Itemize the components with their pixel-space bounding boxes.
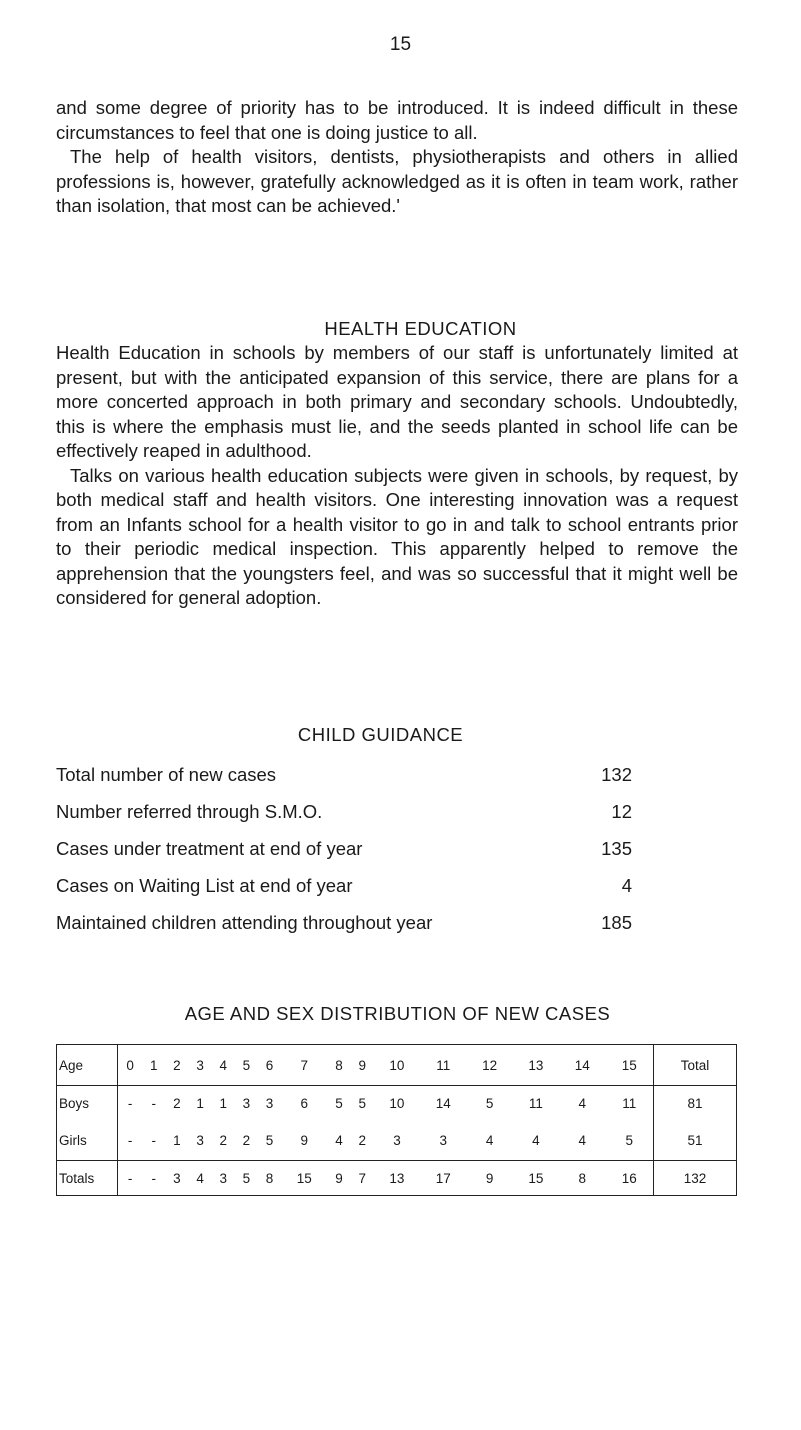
paragraph: Talks on various health education subjects were given in schools, by request, by both medical staff and health visitors. One interesting innovation was a request from an Infants school for a health visitor to go in and talk to school entrants prior to their periodic medical inspection. This apparently helped to remove the apprehension that the youngsters feel, and was so successful that it might well be considered for general adoption. bbox=[56, 464, 738, 608]
header-cell: 0 bbox=[118, 1045, 143, 1086]
table-cell: 1 bbox=[165, 1120, 188, 1161]
header-cell: 9 bbox=[351, 1045, 374, 1086]
paragraph: Health Education in schools by members of our staff is unfortunately limited at present, but with the anticipated expansion of this service, there are plans for a more concerted approach in both primary and secondary schools. Undoubtedly, this is where the emphasis must lie, and the seeds planted in school life can be effectively reaped in adulthood. bbox=[56, 342, 738, 461]
table-cell: 9 bbox=[485, 1170, 494, 1186]
header-cell: 4 bbox=[212, 1045, 235, 1086]
table-cell: - bbox=[151, 1170, 157, 1186]
table-cell: 3 bbox=[374, 1120, 420, 1161]
guidance-label: Number referred through S.M.O. bbox=[56, 801, 323, 822]
total-cell: 51 bbox=[654, 1120, 737, 1161]
guidance-row bbox=[56, 910, 632, 947]
header-cell: 13 bbox=[513, 1045, 559, 1086]
header-cell: 12 bbox=[466, 1045, 512, 1086]
table-cell: 5 bbox=[258, 1120, 281, 1161]
header-cell: 3 bbox=[189, 1045, 212, 1086]
header-cell: 5 bbox=[235, 1045, 258, 1086]
health-education-text bbox=[56, 341, 738, 611]
row-label: Girls bbox=[57, 1120, 118, 1161]
age-sex-table bbox=[56, 1044, 737, 1196]
header-cell: 8 bbox=[327, 1045, 350, 1086]
header-cell: Age bbox=[57, 1045, 118, 1086]
table-cell: 5 bbox=[242, 1170, 251, 1186]
guidance-value: 12 bbox=[611, 801, 632, 822]
table-cell: - bbox=[142, 1120, 165, 1161]
header-cell: 1 bbox=[142, 1045, 165, 1086]
table-cell: 4 bbox=[513, 1120, 559, 1161]
guidance-label: Total number of new cases bbox=[56, 764, 277, 785]
guidance-label: Cases on Waiting List at end of year bbox=[56, 875, 353, 896]
row-label: Totals bbox=[57, 1161, 118, 1196]
table-cell: 1 bbox=[219, 1095, 227, 1111]
table-row bbox=[57, 1120, 737, 1161]
table-cell: 5 bbox=[335, 1095, 343, 1111]
table-cell: 3 bbox=[265, 1095, 274, 1111]
table-cell: 6 bbox=[300, 1095, 309, 1111]
guidance-value: 132 bbox=[601, 764, 632, 785]
intro-text bbox=[56, 96, 738, 219]
child-guidance-heading: CHILD GUIDANCE bbox=[297, 724, 464, 745]
table-cell: 16 bbox=[621, 1170, 637, 1186]
table-cell: 8 bbox=[265, 1170, 274, 1186]
guidance-label: Cases under treatment at end of year bbox=[56, 838, 363, 859]
guidance-value: 4 bbox=[621, 875, 632, 896]
guidance-row bbox=[56, 799, 632, 836]
paragraph: The help of health visitors, dentists, physiotherapists and others in allied professions is, however, gratefully acknowledged as it is often in team work, rather than isolation, that most can be achieved.' bbox=[56, 146, 738, 216]
table-cell: - bbox=[118, 1120, 143, 1161]
table-cell: 2 bbox=[212, 1120, 235, 1161]
table-cell: - bbox=[151, 1095, 157, 1111]
table-cell: 15 bbox=[528, 1170, 544, 1186]
table-cell: 1 bbox=[196, 1095, 204, 1111]
guidance-value: 135 bbox=[601, 838, 632, 859]
page-number: 15 bbox=[389, 34, 412, 55]
table-cell: 14 bbox=[435, 1095, 451, 1111]
table-header-row bbox=[57, 1045, 737, 1086]
child-guidance-list bbox=[56, 762, 632, 947]
table-cell: 9 bbox=[281, 1120, 327, 1161]
table-cell: 11 bbox=[528, 1095, 543, 1111]
header-cell: 14 bbox=[559, 1045, 605, 1086]
table-cell: 3 bbox=[189, 1120, 212, 1161]
table-cell: 9 bbox=[335, 1170, 343, 1186]
table-cell: 4 bbox=[578, 1095, 587, 1111]
header-cell: 10 bbox=[374, 1045, 420, 1086]
table-cell: - bbox=[127, 1095, 133, 1111]
table-cell: 17 bbox=[435, 1170, 451, 1186]
table-row bbox=[57, 1086, 737, 1121]
total-cell: 132 bbox=[654, 1161, 737, 1196]
table-cell: 8 bbox=[578, 1170, 587, 1186]
header-cell: 6 bbox=[258, 1045, 281, 1086]
table-cell: 3 bbox=[420, 1120, 466, 1161]
health-education-heading: HEALTH EDUCATION bbox=[324, 318, 517, 339]
table-cell: - bbox=[127, 1170, 133, 1186]
age-sex-heading: AGE AND SEX DISTRIBUTION OF NEW CASES bbox=[184, 1003, 611, 1024]
table-cell: 4 bbox=[466, 1120, 512, 1161]
guidance-row bbox=[56, 762, 632, 799]
table-cell: 5 bbox=[605, 1120, 653, 1161]
table-row bbox=[57, 1161, 737, 1196]
header-cell: 7 bbox=[281, 1045, 327, 1086]
header-cell: 11 bbox=[420, 1045, 466, 1086]
header-cell: 15 bbox=[605, 1045, 653, 1086]
total-cell: 81 bbox=[654, 1086, 737, 1121]
table-cell: 2 bbox=[173, 1095, 181, 1111]
table-cell: 7 bbox=[358, 1170, 366, 1186]
table-cell: 11 bbox=[622, 1095, 637, 1111]
header-cell: Total bbox=[654, 1045, 737, 1086]
table-cell: 5 bbox=[485, 1095, 494, 1111]
guidance-row bbox=[56, 836, 632, 873]
table-cell: 10 bbox=[389, 1095, 405, 1111]
table-cell: 3 bbox=[173, 1170, 181, 1186]
guidance-value: 185 bbox=[601, 912, 632, 933]
table-cell: 15 bbox=[296, 1170, 312, 1186]
row-label: Boys bbox=[57, 1086, 118, 1121]
header-cell: 2 bbox=[165, 1045, 188, 1086]
table-cell: 3 bbox=[242, 1095, 251, 1111]
table-cell: 13 bbox=[389, 1170, 405, 1186]
table-cell: 2 bbox=[235, 1120, 258, 1161]
guidance-row bbox=[56, 873, 632, 910]
table-cell: 5 bbox=[358, 1095, 366, 1111]
table-cell: 4 bbox=[196, 1170, 204, 1186]
guidance-label: Maintained children attending throughout year bbox=[56, 912, 433, 933]
table-cell: 4 bbox=[327, 1120, 350, 1161]
table-cell: 3 bbox=[219, 1170, 227, 1186]
table-cell: 4 bbox=[559, 1120, 605, 1161]
paragraph: and some degree of priority has to be introduced. It is indeed difficult in these circumstances to feel that one is doing justice to all. bbox=[56, 97, 738, 143]
table-cell: 2 bbox=[351, 1120, 374, 1161]
